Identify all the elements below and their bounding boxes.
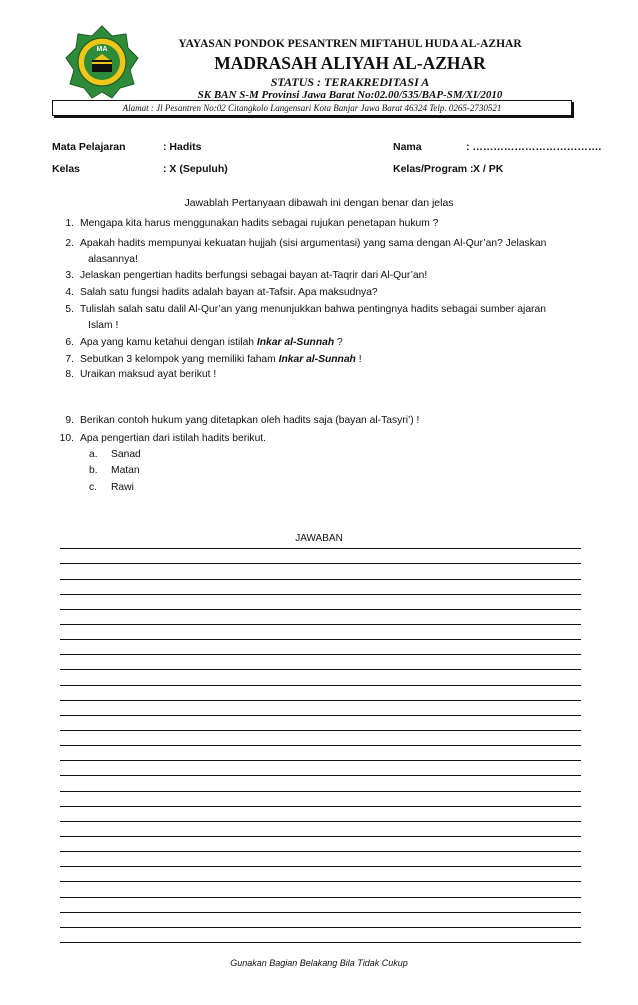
answer-line — [60, 912, 581, 913]
answer-line — [60, 639, 581, 640]
question-item — [52, 352, 362, 368]
answer-line — [60, 669, 581, 670]
class-value: : X (Sepuluh) — [163, 163, 228, 175]
accreditation-status: STATUS : TERAKREDITASI A — [270, 75, 430, 89]
question-text: Uraikan maksud ayat berikut ! — [80, 369, 217, 380]
answer-line — [60, 881, 581, 882]
question-item — [52, 367, 216, 383]
answer-line — [60, 700, 581, 701]
name-label: Nama — [393, 141, 422, 153]
answer-line — [60, 806, 581, 807]
question-number: 4. — [65, 287, 74, 298]
program-label: Kelas/Program : — [393, 163, 474, 175]
question-item — [52, 335, 343, 351]
question-term: Inkar al-Sunnah — [278, 354, 356, 365]
question-item — [52, 236, 546, 252]
sub-item-label: c. — [89, 482, 98, 493]
question-number: 10. — [59, 433, 74, 444]
question-number: 7. — [65, 354, 74, 365]
question-number: 2. — [65, 238, 74, 249]
instruction-text: Jawablah Pertanyaan dibawah ini dengan benar dan jelas — [184, 197, 454, 209]
question-text: Apakah hadits mempunyai kekuatan hujjah (sisi argumentasi) yang sama dengan Al-Qur’an? Jelaskan — [80, 238, 547, 249]
question-text: Apa pengertian dari istilah hadits berikut. — [80, 433, 267, 444]
question-number: 3. — [65, 270, 74, 281]
question-item — [52, 268, 427, 284]
question-text: Sebutkan 3 kelompok yang memiliki faham — [80, 354, 279, 365]
answer-line — [60, 563, 581, 564]
answer-line — [60, 745, 581, 746]
question-number: 1. — [65, 218, 74, 229]
question-text: ! — [355, 354, 362, 365]
subject-label: Mata Pelajaran — [52, 141, 126, 153]
question-text: ? — [334, 337, 343, 348]
answer-line — [60, 851, 581, 852]
question-number: 6. — [65, 337, 74, 348]
answer-line — [60, 821, 581, 822]
footer-note: Gunakan Bagian Belakang Bila Tidak Cukup — [230, 958, 408, 968]
answer-line — [60, 927, 581, 928]
answer-title: JAWABAN — [295, 533, 343, 544]
sub-item-text: Matan — [111, 465, 140, 476]
foundation-name: YAYASAN PONDOK PESANTREN MIFTAHUL HUDA AL-AZHAR — [178, 38, 522, 50]
class-label: Kelas — [52, 163, 81, 175]
answer-line — [60, 685, 581, 686]
answer-line — [60, 609, 581, 610]
answer-line — [60, 624, 581, 625]
question-number: 8. — [65, 369, 74, 380]
sub-item — [89, 480, 134, 496]
question-text: Apa yang kamu ketahui dengan istilah — [80, 337, 257, 348]
question-continuation: alasannya! — [88, 254, 138, 265]
answer-line — [60, 654, 581, 655]
question-text: Mengapa kita harus menggunakan hadits sebagai rujukan penetapan hukum ? — [80, 218, 439, 229]
svg-text:MA: MA — [96, 46, 108, 53]
question-text: Salah satu fungsi hadits adalah bayan at-Tafsir. Apa maksudnya? — [80, 287, 378, 298]
name-value: : ………………………………. — [466, 141, 602, 153]
subject-value: : Hadits — [163, 141, 202, 153]
address-box: Alamat : Jl Pesantren No:02 Citangkolo Langensari Kota Banjar Jawa Barat 46324 Telp. 0265-2730521 — [52, 100, 572, 116]
question-item — [52, 302, 546, 318]
question-term: Inkar al-Sunnah — [256, 337, 335, 348]
answer-line — [60, 594, 581, 595]
question-text: Tulislah salah satu dalil Al-Qur’an yang menunjukkan bahwa pentingnya hadits sebagai sumber ajaran — [80, 304, 546, 315]
answer-line — [60, 579, 581, 580]
question-item — [52, 285, 378, 301]
answer-line — [60, 775, 581, 776]
sk-ban-number: SK BAN S-M Provinsi Jawa Barat No:02.00/535/BAP-SM/XI/2010 — [197, 89, 503, 101]
answer-line — [60, 791, 581, 792]
question-item — [52, 431, 266, 447]
answer-line — [60, 897, 581, 898]
sub-item — [89, 463, 140, 479]
question-text: Berikan contoh hukum yang ditetapkan oleh hadits saja (bayan al-Tasyri’) ! — [80, 415, 420, 426]
question-item — [52, 413, 419, 429]
answer-line — [60, 548, 581, 549]
question-number: 9. — [65, 415, 74, 426]
question-item — [52, 216, 438, 232]
school-name: MADRASAH ALIYAH AL-AZHAR — [214, 53, 486, 73]
sub-item-label: a. — [89, 449, 98, 460]
answer-line — [60, 730, 581, 731]
answer-line — [60, 760, 581, 761]
sub-item-label: b. — [89, 465, 98, 476]
answer-line — [60, 942, 581, 943]
answer-line — [60, 866, 581, 867]
sub-item-text: Sanad — [111, 449, 141, 460]
program-value: X / PK — [473, 163, 504, 175]
sub-item — [89, 447, 141, 463]
question-text: Jelaskan pengertian hadits berfungsi sebagai bayan at-Taqrir dari Al-Qur’an! — [80, 270, 428, 281]
question-continuation: Islam ! — [88, 320, 119, 331]
question-number: 5. — [65, 304, 74, 315]
sub-item-text: Rawi — [111, 482, 134, 493]
answer-line — [60, 715, 581, 716]
answer-line — [60, 836, 581, 837]
